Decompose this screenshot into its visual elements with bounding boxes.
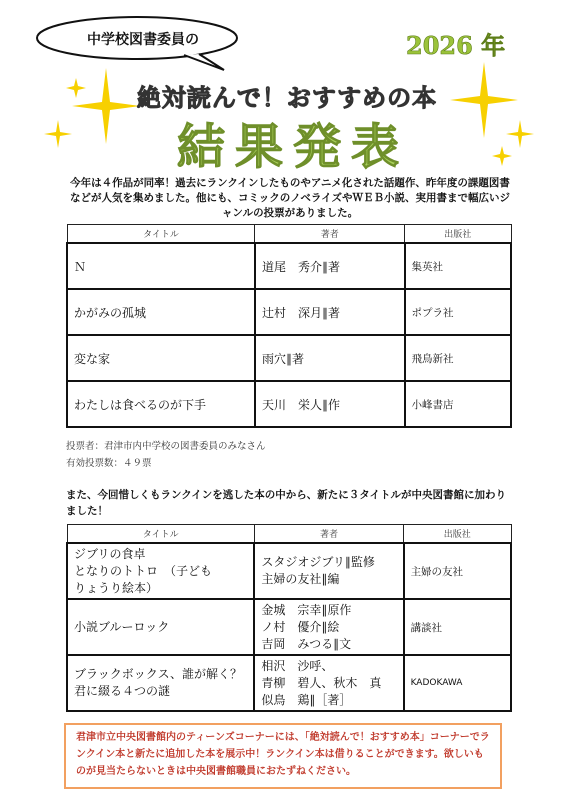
library-notice: 君津市立中央図書館内のティーンズコーナーには、「絶対読んで！おすすめ本」コーナーでランクイン本と新たに追加した本を展示中！ランクイン本は借りることができます。欲しいものが見当たらないときは中央図書館職員におたずねください。 — [64, 723, 502, 789]
year-label: 2026 年 — [406, 31, 506, 60]
header-publisher: 出版社 — [404, 525, 511, 544]
book-author: 辻村 深月∥著 — [255, 289, 405, 335]
vote-notes — [66, 438, 266, 472]
valid-votes-note: 有効投票数：４９票 — [66, 458, 152, 469]
book-author: スタジオジブリ∥監修 主婦の友社∥編 — [254, 543, 403, 599]
book-title: かがみの孤城 — [67, 289, 255, 335]
book-title: ブラックボックス、誰が解く？ 君に綴る４つの謎 — [67, 655, 254, 711]
book-title: 小説ブルーロック — [67, 599, 254, 655]
book-author: 天川 栄人∥作 — [255, 381, 405, 427]
book-author: 相沢 沙呼、 青柳 碧人、秋木 真 似鳥 鶏∥［著］ — [254, 655, 403, 711]
sparkle-left-icon — [36, 58, 146, 168]
header-title: タイトル — [67, 525, 254, 544]
book-publisher: 集英社 — [405, 243, 511, 289]
table-row — [67, 599, 511, 655]
voters-note: 投票者：君津市内中学校の図書委員のみなさん — [66, 441, 266, 452]
book-publisher: 主婦の友社 — [404, 543, 511, 599]
book-title: わたしは食べるのが下手 — [67, 381, 255, 427]
book-title: Ｎ — [67, 243, 255, 289]
table-row — [67, 543, 511, 599]
table-row — [67, 381, 511, 427]
added-books-table — [66, 524, 512, 712]
page-title: 結果発表 — [176, 119, 409, 175]
table-row — [67, 289, 511, 335]
table-row — [67, 335, 511, 381]
book-title: ジブリの食卓 となりのトトロ （子ども りょうり絵本） — [67, 543, 254, 599]
intro-text: 今年は４作品が同率！過去にランクインしたものやアニメ化された話題作、昨年度の課題図書などが人気を集めました。他にも、コミックのノベライズやＷＥＢ小説、実用書まで幅広いジャンルの投票がありました。 — [70, 177, 510, 219]
table-header-row — [67, 225, 511, 244]
sparkle-right-icon — [440, 62, 550, 172]
book-author: 雨穴∥著 — [255, 335, 405, 381]
header-title: タイトル — [67, 225, 255, 244]
subtitle: 絶対読んで！おすすめの本 — [136, 84, 438, 112]
ranking-table — [66, 224, 512, 428]
book-author: 道尾 秀介∥著 — [255, 243, 405, 289]
table-row — [67, 655, 511, 711]
book-publisher: KADOKAWA — [404, 655, 511, 711]
header-author: 著者 — [255, 225, 405, 244]
book-author: 金城 宗幸∥原作 ノ村 優介∥絵 吉岡 みつる∥文 — [254, 599, 403, 655]
table-row — [67, 243, 511, 289]
book-title: 変な家 — [67, 335, 255, 381]
book-publisher: ポプラ社 — [405, 289, 511, 335]
header-publisher: 出版社 — [405, 225, 511, 244]
book-publisher: 飛鳥新社 — [405, 335, 511, 381]
book-publisher: 小峰書店 — [405, 381, 511, 427]
book-publisher: 講談社 — [404, 599, 511, 655]
header-author: 著者 — [254, 525, 403, 544]
bubble-text: 中学校図書委員の — [87, 32, 199, 48]
table-header-row — [67, 525, 511, 544]
added-books-intro: また、今回惜しくもランクインを逃した本の中から、新たに３タイトルが中央図書館に加わりました！ — [66, 489, 507, 517]
